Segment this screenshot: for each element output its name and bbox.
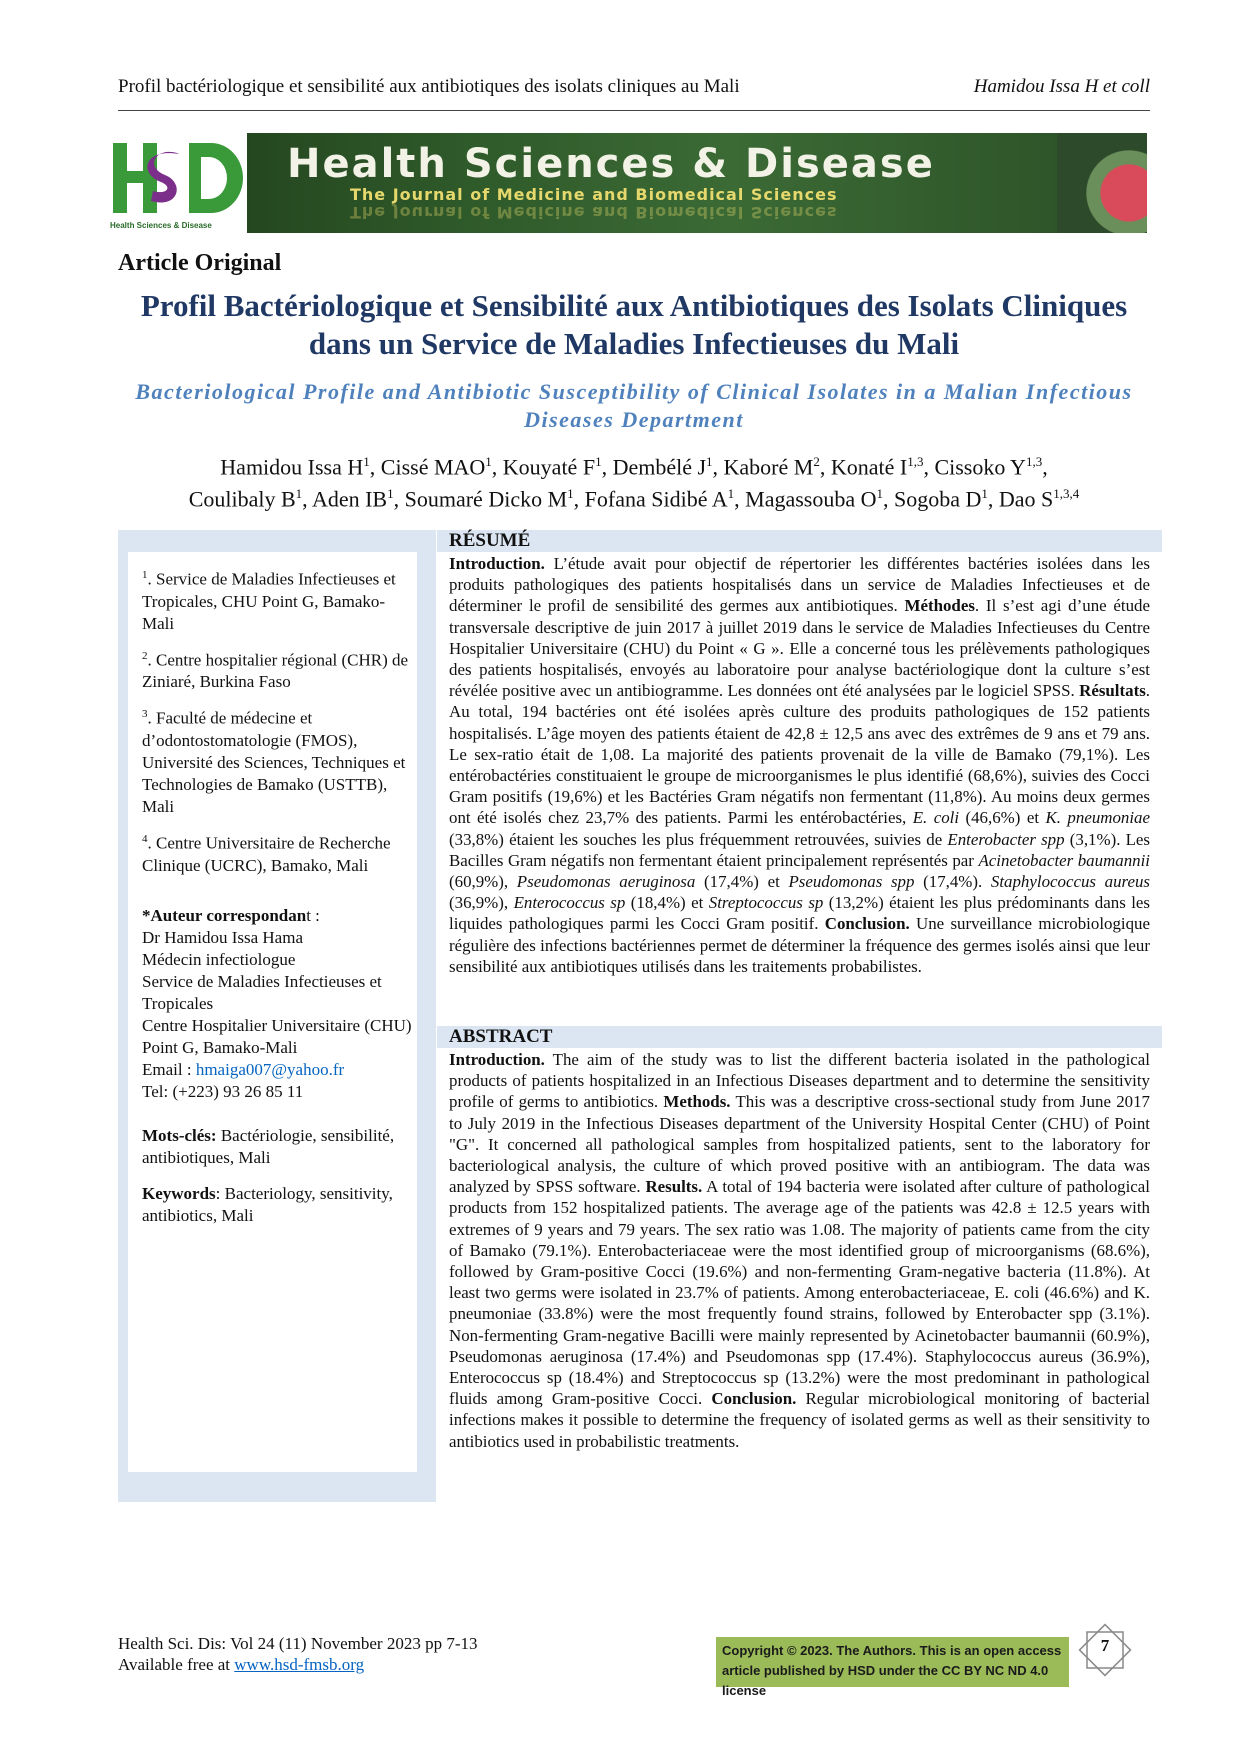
author-affiliation-marker: 1,3: [907, 454, 924, 469]
author-separator: ,: [601, 454, 613, 480]
corresponding-label: *Auteur correspondan: [142, 905, 307, 925]
affiliation-number: 4: [142, 832, 148, 845]
resume-results: (33,8%) étaient les souches les plus fréquemment retrouvées, suivies de: [449, 829, 948, 849]
affiliation-text: . Service de Maladies Infectieuses et Tropicales, CHU Point G, Bamako-Mali: [142, 569, 396, 633]
available-label: Available free at: [118, 1655, 235, 1674]
author-name: Magassouba O: [745, 486, 877, 512]
abstract-methods-label: Methods.: [663, 1092, 731, 1112]
keywords-en: [142, 1183, 417, 1227]
affiliation-text: . Centre hospitalier régional (CHR) de Ziniaré, Burkina Faso: [142, 650, 409, 692]
author-separator: ,: [491, 454, 503, 480]
abstract-results-label: Results.: [645, 1177, 703, 1197]
copyright-line-2: article published by HSD under the CC BY NC ND 4.0 license: [722, 1663, 1049, 1698]
affiliation-number: 3: [142, 708, 148, 721]
author-name: Fofana Sidibé A: [584, 486, 728, 512]
running-header-authors: Hamidou Issa H et coll: [973, 76, 1150, 97]
footer-citation: [118, 1633, 477, 1675]
journal-website-link[interactable]: www.hsd-fmsb.org: [234, 1655, 365, 1674]
abstract-results: A total of 194 bacteria were isolated after culture of pathological products from 152 hospitalized patients. The average age of the patients was 42.8 ± 12.5 years with extremes of 9 years and 79 years. The sex ratio was 1.08. The majority of patients came from the city of Bamako (79.1%). Enterobacteriaceae were the most identified group of microorganisms (68.6%), followed by Gram-positive Cocci (19.6%) and non-fermenting Gram-negative bacteria (11.8%). At least two germs were isolated in 23.7% of patients. Among enterobacteriaceae, E. coli (46.6%) and K. pneumoniae (33.8%) were the most frequently found strains, followed by Enterobacter spp (3.1%). Non-fermenting Gram-negative Bacilli were mainly represented by Acinetobacter baumannii (60.9%), Pseudomonas aeruginosa (17.4%) and Pseudomonas spp (17.4%). Staphylococcus aureus (36.9%), Enterococcus sp (18.4%) and Streptococcus sp (13.2%) were the most predominant in pathological fluids among Gram-positive Cocci.: [449, 1177, 1150, 1409]
author-name: Cissé MAO: [380, 454, 486, 480]
journal-subtitle-reflection: The Journal of Medicine and Biomedical Sciences: [350, 203, 838, 222]
resume-intro: L’étude avait pour objectif de répertorier les différentes bactéries isolées dans les produits pathologiques des patients hospitalisés dans un service de Maladies Infectieuses et de déterminer le profil de sensibilité des germes aux antibiotiques.: [449, 554, 1150, 616]
email-label: Email :: [142, 1059, 196, 1079]
author-affiliation-marker: 1: [595, 454, 602, 469]
resume-conclusion: Une surveillance microbiologique régulière des infections bactériennes permet de déterminer la fréquence des germes isolés ainsi que leur sensibilité aux antibiotiques utilisés dans les traitements probabilistes.: [449, 914, 1150, 976]
author-affiliation-marker: 1: [727, 486, 735, 501]
abstract-intro: The aim of the study was to list the different bacteria isolated in the pathological products of patients hospitalized in an Infectious Diseases department and to determine the sensitivity profile of germs to antibiotics.: [449, 1050, 1150, 1112]
journal-name: Health Sciences & Disease: [287, 141, 935, 187]
author-name: Dao S: [998, 486, 1054, 512]
affiliation-number: 1: [142, 569, 148, 581]
resume-conclusion-label: Conclusion.: [824, 914, 910, 934]
author-name: Aden IB: [311, 486, 388, 512]
corresponding-service: Service de Maladies Infectieuses et Tropicales: [142, 971, 382, 1013]
author-affiliation-marker: 1: [363, 454, 370, 469]
banner-photo: [1057, 133, 1147, 233]
author-separator: ,: [393, 486, 405, 512]
keywords-fr: [142, 1125, 417, 1169]
resume-methods-label: Méthodes: [904, 596, 975, 616]
resume-results: (18,4%) et: [625, 893, 709, 913]
species-name: Streptococcus sp: [708, 893, 824, 913]
author-affiliation-marker: 2: [813, 454, 820, 469]
author-affiliation-marker: 1: [295, 486, 303, 501]
author-separator: ,: [734, 486, 746, 512]
resume-methods: . Il s’est agi d’une étude transversale descriptive de juin 2017 à juillet 2019 dans le service de Maladies Infectieuses du Centre Hospitalier Universitaire (CHU) du Point « G ». Elle a concerné tous les prélèvements pathologiques des patients hospitalisés, envoyés au laboratoire pour analyse bactériologique dont la culture s’est révélée positive avec un antibiogramme. Les données ont été analysées par le logiciel SPSS.: [449, 596, 1150, 701]
keywords-fr-label: Mots-clés:: [142, 1125, 217, 1145]
copyright-notice: [716, 1637, 1069, 1698]
author-affiliation-marker: 1: [706, 454, 713, 469]
author-name: Kouyaté F: [502, 454, 596, 480]
corresponding-label-rest: t :: [306, 905, 320, 925]
abstract-conclusion: Regular microbiological monitoring of bacterial infections makes it possible to determine the frequency of isolated germs as well as their sensitivity to antibiotics used in probabilistic treatments.: [449, 1389, 1150, 1451]
author-name: Dembélé J: [612, 454, 707, 480]
author-list-line-1: [118, 447, 1150, 482]
resume-intro-label: Introduction.: [449, 554, 545, 573]
resume-results: (36,9%),: [449, 893, 514, 913]
running-header: [118, 76, 1150, 98]
article-type: Article Original: [118, 250, 282, 276]
species-name: K. pneumoniae: [1045, 808, 1150, 828]
species-name: E. coli: [912, 808, 960, 828]
author-separator: ,: [987, 486, 999, 512]
author-affiliation-marker: 1,3: [1025, 454, 1043, 469]
author-separator: ,: [573, 486, 585, 512]
page-number: 7: [1100, 1636, 1110, 1655]
author-separator: ,: [1042, 454, 1048, 480]
abstract-intro-label: Introduction.: [449, 1050, 545, 1069]
resume-results: (46,6%) et: [959, 808, 1046, 828]
resume-results: (17,4%) et: [695, 872, 789, 892]
abstract-heading: ABSTRACT: [437, 1026, 1162, 1048]
author-list-line-2: [118, 479, 1150, 514]
author-affiliation-marker: 1: [981, 486, 988, 501]
resume-heading: RÉSUMÉ: [437, 530, 1162, 552]
journal-subtitle: The Journal of Medicine and Biomedical Sciences: [350, 185, 838, 204]
copyright-line-1: Copyright © 2023. The Authors. This is an open access: [722, 1643, 1062, 1658]
header-divider: [118, 110, 1150, 111]
author-separator: ,: [883, 486, 895, 512]
email-link[interactable]: hmaiga007@yahoo.fr: [195, 1059, 345, 1079]
affiliation-text: . Faculté de médecine et d’odontostomatologie (FMOS), Université des Sciences, Techniques et Technologies de Bamako (USTTB), Mali: [142, 708, 406, 816]
article-title-fr: Profil Bactériologique et Sensibilité aux Antibiotiques des Isolats Cliniques dans un Service de Maladies Infectieuses du Mali: [140, 288, 1128, 361]
author-separator: ,: [369, 454, 381, 480]
species-name: Staphylococcus aureus: [990, 872, 1151, 892]
author-separator: ,: [302, 486, 312, 512]
running-header-title: Profil bactériologique et sensibilité aux antibiotiques des isolats cliniques au Mali: [118, 76, 740, 97]
corresponding-name: Dr Hamidou Issa Hama: [142, 927, 303, 947]
affiliation-item: [142, 564, 417, 635]
affiliation-number: 2: [142, 649, 148, 662]
abstract-conclusion-label: Conclusion.: [711, 1389, 797, 1409]
resume-results: (17,4%).: [914, 872, 991, 892]
resume-results: (13,2%) étaient les plus prédominants dans les liquides pathologiques parmi les Cocci Gram positif.: [449, 893, 1150, 934]
author-name: Soumaré Dicko M: [404, 486, 568, 512]
author-name: Sogoba D: [894, 486, 982, 512]
keywords-en-text: : Bacteriology, sensitivity, antibiotics, Mali: [142, 1183, 393, 1225]
keywords-en-label: Keywords: [142, 1183, 216, 1203]
author-name: Hamidou Issa H: [220, 454, 364, 480]
journal-banner: [107, 133, 1147, 233]
corresponding-role: Médecin infectiologue: [142, 949, 296, 969]
author-affiliation-marker: 1: [387, 486, 394, 501]
affiliations: [142, 564, 417, 877]
sidebar: [118, 530, 436, 1502]
resume-text: [437, 553, 1162, 977]
resume-results: (60,9%),: [449, 872, 517, 892]
abstract-text: [437, 1049, 1162, 1452]
author-affiliation-marker: 1: [876, 486, 884, 501]
author-affiliation-marker: 1: [567, 486, 574, 501]
author-name: Konaté I: [830, 454, 908, 480]
affiliation-text: . Centre Universitaire de Recherche Clinique (UCRC), Bamako, Mali: [142, 833, 391, 875]
journal-logo: [107, 133, 247, 233]
affiliation-item: [142, 828, 417, 877]
resume-results: . Au total, 194 bactéries ont été isolées après culture des produits pathologiques de 152 patients hospitalisés. L’âge moyen des patients étaient de 42,8 ± 12,5 ans avec des extrêmes de 9 ans et 79 ans. Le sex-ratio était de 1,08. La majorité des patients provenait de la ville de Bamako (79,1%). Les entérobactéries constituaient le groupe de microorganismes le plus identifié (68,6%), suivies des Cocci Gram positifs (19,6%) et les Bactéries Gram négatifs non fermentant (11,8%). Au moins deux germes ont été isolés chez 23,7% des patients. Parmi les entérobactéries,: [449, 681, 1150, 828]
abstract-methods: This was a descriptive cross-sectional study from June 2017 to July 2019 in the Infectious Diseases department of the University Hospital Center (CHU) of Point "G". It concerned all pathological samples from hospitalized patients, sent to the laboratory for bacteriological analysis, the culture of which proved positive with an antibiogram. The data was analyzed by SPSS software.: [449, 1092, 1150, 1197]
sidebar-content: [128, 552, 417, 1472]
keywords-fr-text: Bactériologie, sensibilité, antibiotiques, Mali: [142, 1125, 395, 1167]
logo-caption: Health Sciences & Disease: [110, 221, 212, 230]
author-affiliation-marker: 1: [485, 454, 492, 469]
author-separator: ,: [819, 454, 831, 480]
corresponding-author: [142, 905, 417, 1103]
species-name: Acinetobacter baumannii: [978, 850, 1150, 870]
author-affiliation-marker: 1,3,4: [1053, 486, 1080, 501]
corresponding-phone: Tel: (+223) 93 26 85 11: [142, 1081, 304, 1101]
article-title-en: Bacteriological Profile and Antibiotic Susceptibility of Clinical Isolates in a Malian Infectious Diseases Department: [135, 379, 1133, 432]
affiliation-item: [142, 645, 417, 694]
author-name: Coulibaly B: [188, 486, 296, 512]
author-name: Kaboré M: [723, 454, 814, 480]
author-name: Cissoko Y: [934, 454, 1026, 480]
author-separator: ,: [923, 454, 935, 480]
species-name: Pseudomonas spp: [788, 872, 915, 892]
author-separator: ,: [712, 454, 724, 480]
resume-results: (3,1%). Les Bacilles Gram négatifs non fermentant étaient principalement représentés par: [449, 829, 1150, 870]
corresponding-hospital: Centre Hospitalier Universitaire (CHU) Point G, Bamako-Mali: [142, 1015, 412, 1057]
resume-results-label: Résultats: [1079, 681, 1146, 701]
page-number-badge: [1075, 1620, 1135, 1680]
species-name: Pseudomonas aeruginosa: [516, 872, 696, 892]
affiliation-item: [142, 703, 417, 818]
species-name: Enterococcus sp: [513, 893, 626, 913]
species-name: Enterobacter spp: [947, 829, 1065, 849]
citation-text: Health Sci. Dis: Vol 24 (11) November 2023 pp 7-13: [118, 1634, 478, 1653]
